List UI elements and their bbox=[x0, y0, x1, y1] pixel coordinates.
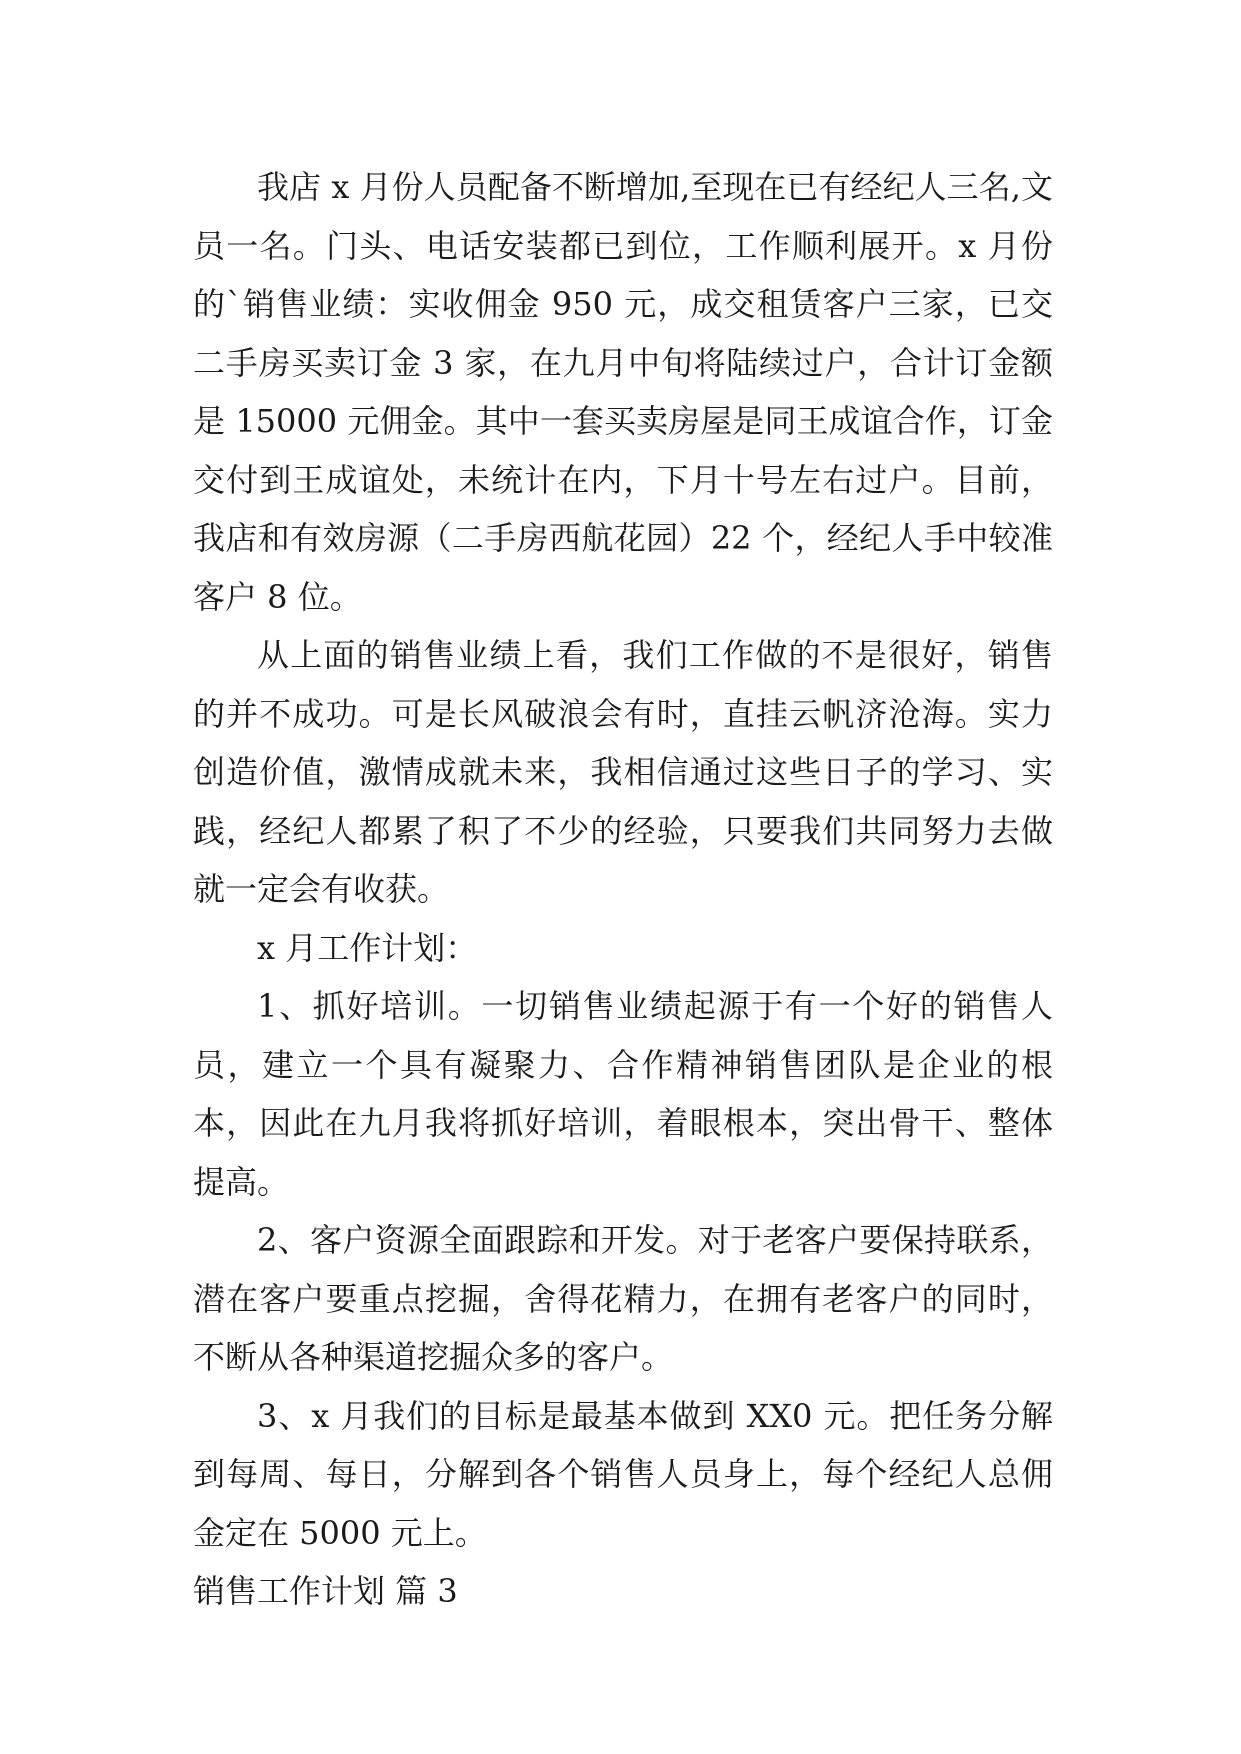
paragraph-plan-item-2: 2、客户资源全面跟踪和开发。对于老客户要保持联系，潜在客户要重点挖掘，舍得花精力，在拥有老客户的同时，不断从各种渠道挖掘众多的客户。 bbox=[193, 1221, 1053, 1376]
paragraph-plan-item-1: 1、抓好培训。一切销售业绩起源于有一个好的销售人员，建立一个具有凝聚力、合作精神销售团队是企业的根本，因此在九月我将抓好培训，着眼根本，突出骨干、整体提高。 bbox=[193, 987, 1053, 1201]
section-heading: 销售工作计划 篇 3 bbox=[193, 1572, 458, 1610]
paragraph-plan-item-3: 3、x 月我们的目标是最基本做到 XX0 元。把任务分解到每周、每日，分解到各个销售人员身上，每个经纪人总佣金定在 5000 元上。 bbox=[193, 1396, 1053, 1552]
paragraph-staffing-and-sales: 我店 x 月份人员配备不断增加,至现在已有经纪人三名,文员一名。门头、电话安装都已到位，工作顺利展开。x 月份的`销售业绩：实收佣金 950 元，成交租赁客户三家，已交二手房买卖订金 3 家，在九月中旬将陆续过户，合计订金额是 15000 元佣金。其中一套买卖房屋是同王成谊合作，订金交付到王成谊处，未统计在内，下月十号左右过户。目前，我店和有效房源（二手房西航花园）22 个，经纪人手中较准客户 8 位。 bbox=[193, 168, 1053, 616]
paragraph-plan-title: x 月工作计划： bbox=[257, 928, 478, 967]
document-body bbox=[193, 158, 1053, 1621]
paragraph-performance-review: 从上面的销售业绩上看，我们工作做的不是很好，销售的并不成功。可是长风破浪会有时，直挂云帆济沧海。实力创造价值，激情成就未来，我相信通过这些日子的学习、实践，经纪人都累了积了不少的经验，只要我们共同努力去做就一定会有收获。 bbox=[193, 636, 1053, 908]
